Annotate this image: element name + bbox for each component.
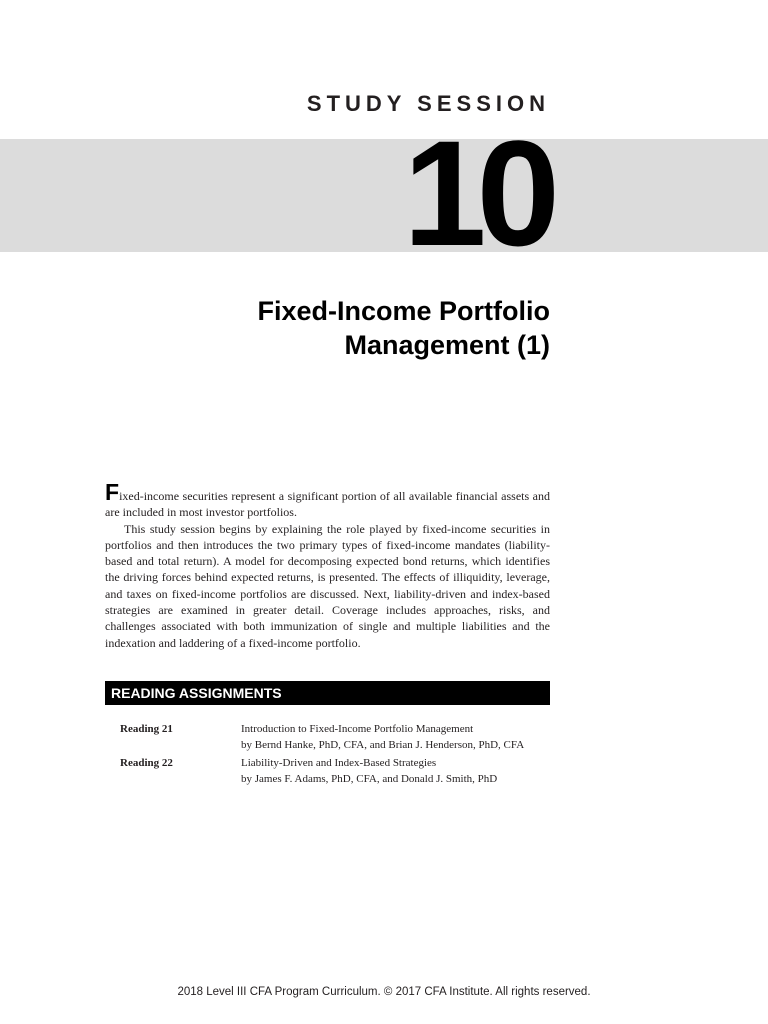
reading-title: Introduction to Fixed-Income Portfolio Management [241, 723, 474, 735]
reading-assignments-list [120, 722, 540, 790]
study-session-number: 10 [403, 109, 550, 277]
reading-details [241, 722, 531, 753]
session-number-band [0, 139, 768, 252]
copyright-footer: 2018 Level III CFA Program Curriculum. © 2017 CFA Institute. All rights reserved. [177, 986, 591, 998]
session-title [130, 294, 550, 362]
session-title-line-2: Management (1) [344, 330, 550, 360]
reading-authors: by Bernd Hanke, PhD, CFA, and Brian J. Henderson, PhD, CFA [241, 738, 525, 751]
reading-number: Reading 21 [120, 723, 173, 735]
intro-paragraph-1-text: ixed-income securities represent a significant portion of all available financial assets and are included in most investor portfolios. [105, 489, 550, 520]
study-session-label: STUDY SESSION [306, 91, 550, 116]
intro-paragraph-1 [105, 479, 550, 521]
reading-authors: by James F. Adams, PhD, CFA, and Donald J. Smith, PhD [241, 772, 498, 785]
reading-item [120, 722, 540, 753]
reading-number: Reading 22 [120, 757, 173, 769]
reading-item [120, 756, 540, 787]
intro-paragraph-2: This study session begins by explaining the role played by fixed-income securities in portfolios and then introduces the two primary types of fixed-income mandates (liability-based and total return). A model for decomposing expected bond returns, which identifies the driving forces behind expected returns, is presented. The effects of illiquidity, leverage, and taxes on fixed-income portfolios are discussed. Next, liability-driven and index-based strategies are examined in greater detail. Coverage includes approaches, risks, and challenges associated with both immunization of single and multiple liabilities and the indexation and laddering of a fixed-income portfolio. [105, 521, 550, 650]
session-title-line-1: Fixed-Income Portfolio [257, 296, 550, 326]
reading-assignments-heading: READING ASSIGNMENTS [105, 681, 550, 705]
session-introduction [105, 479, 550, 651]
reading-title: Liability-Driven and Index-Based Strategies [241, 757, 437, 769]
reading-details [241, 756, 531, 787]
drop-cap: F [105, 479, 120, 505]
